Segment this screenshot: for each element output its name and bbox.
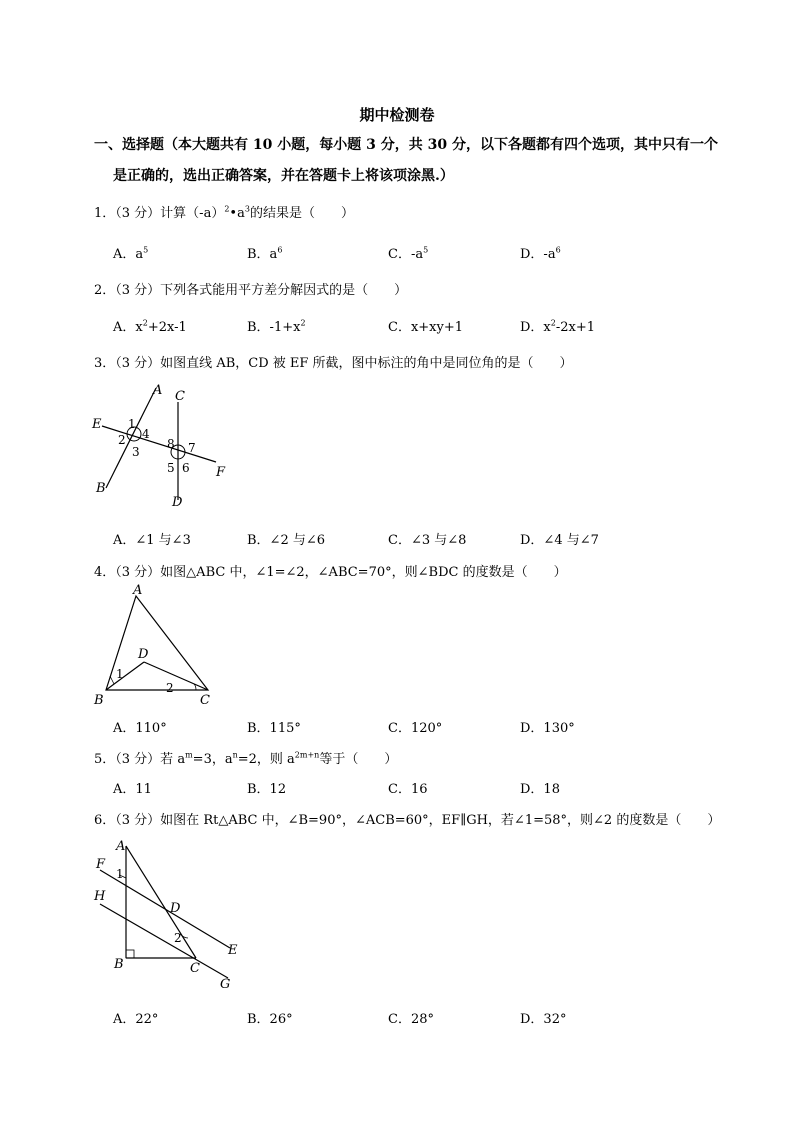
q3-option-b[interactable]: B．∠2 与∠6	[247, 533, 326, 548]
label-angle-1: 1	[116, 867, 124, 881]
option-sup: 6	[555, 245, 561, 255]
q6-option-d[interactable]: D．32°	[520, 1012, 567, 1027]
label-b: B	[94, 693, 104, 708]
q5-sup-a: m	[185, 750, 193, 760]
label-d: D	[170, 901, 181, 916]
q5-option-d[interactable]: D．18	[520, 782, 560, 797]
label-angle-7: 7	[188, 441, 196, 455]
q2-option-a[interactable]	[113, 316, 187, 335]
q5-sup-b: n	[232, 750, 238, 760]
option-sup: 6	[277, 245, 283, 255]
label-f: F	[96, 857, 106, 872]
option-sup: 2	[300, 318, 306, 328]
label-angle-1: 1	[116, 667, 124, 681]
label-h: H	[94, 889, 106, 904]
label-c: C	[190, 961, 200, 976]
question-6	[94, 809, 720, 828]
segment-dc	[144, 662, 208, 690]
question-3	[94, 352, 573, 371]
question-number: 6．	[94, 813, 116, 828]
q5-text-a: （3 分）若 a	[115, 752, 186, 767]
segment-bd	[106, 662, 144, 690]
section-header-line-2: 是正确的，选出正确答案，并在答题卡上将该项涂黑.）	[113, 168, 454, 184]
question-text: （3 分）下列各式能用平方差分解因式的是（ ）	[115, 283, 408, 298]
label-b: B	[96, 481, 106, 496]
label-e: E	[228, 943, 238, 958]
section-header-line-1: 一、选择题（本大题共有 10 小题，每小题 3 分，共 30 分，以下各题都有四个选项，其中只有一个	[94, 137, 718, 153]
q5-option-a[interactable]: A．11	[113, 782, 152, 797]
q1-text-b: •a	[229, 206, 245, 221]
q5-text-b: =3，a	[192, 752, 233, 767]
label-c: C	[200, 693, 210, 708]
option-label: D．x	[520, 320, 551, 335]
label-a: A	[116, 839, 126, 854]
q1-text-c: 的结果是（ ）	[249, 206, 354, 221]
label-a: A	[133, 583, 143, 598]
option-sup: 5	[423, 245, 429, 255]
q6-figure	[88, 834, 248, 994]
label-e: E	[92, 417, 102, 432]
label-angle-8: 8	[167, 437, 175, 451]
label-angle-5: 5	[167, 461, 175, 475]
question-5	[94, 748, 397, 767]
question-number: 3．	[94, 356, 116, 371]
label-d: D	[172, 495, 183, 510]
label-d: D	[138, 647, 149, 662]
label-angle-2: 2	[118, 433, 126, 447]
option-label: A．a	[113, 247, 144, 262]
label-f: F	[216, 465, 226, 480]
question-number: 2．	[94, 283, 116, 298]
question-2	[94, 279, 407, 298]
label-angle-2: 2	[166, 681, 174, 695]
q4-option-b[interactable]: B．115°	[247, 721, 301, 736]
q5-option-b[interactable]: B．12	[247, 782, 287, 797]
question-text: （3 分）如图在 Rt△ABC 中，∠B=90°，∠ACB=60°，EF∥GH，若∠1=58°，则∠2 的度数是（ ）	[115, 813, 721, 828]
question-number: 1．	[94, 206, 116, 221]
label-angle-6: 6	[182, 461, 190, 475]
q5-option-c[interactable]: C．16	[388, 782, 428, 797]
option-rest: +2x-1	[147, 320, 187, 335]
q4-option-c[interactable]: C．120°	[388, 721, 443, 736]
segment-ac	[126, 846, 196, 958]
question-number: 5．	[94, 752, 116, 767]
option-label: C．-a	[388, 247, 424, 262]
option-sup: 5	[143, 245, 149, 255]
label-angle-3: 3	[132, 445, 140, 459]
q1-sup-a: 2	[224, 204, 230, 214]
option-label: B．a	[247, 247, 278, 262]
q3-option-d[interactable]: D．∠4 与∠7	[520, 533, 599, 548]
label-angle-1: 1	[128, 417, 136, 431]
question-text: （3 分）如图△ABC 中，∠1=∠2，∠ABC=70°，则∠BDC 的度数是（ ）	[115, 565, 567, 580]
label-angle-4: 4	[142, 427, 150, 441]
question-1	[94, 202, 354, 221]
option-sup: 2	[550, 318, 556, 328]
right-angle-marker	[126, 950, 134, 958]
q4-option-a[interactable]: A．110°	[113, 721, 167, 736]
q1-option-b[interactable]	[247, 243, 282, 262]
q2-option-d[interactable]	[520, 316, 595, 335]
label-b: B	[114, 957, 124, 972]
q2-option-c[interactable]	[388, 316, 463, 335]
label-a: A	[153, 383, 163, 398]
q1-text-a: （3 分）计算（-a）	[115, 206, 225, 221]
q5-sup-c: 2m+n	[294, 750, 320, 760]
option-sup: 2	[142, 318, 148, 328]
q1-option-a[interactable]	[113, 243, 148, 262]
q1-option-c[interactable]	[388, 243, 428, 262]
label-angle-2: 2	[174, 931, 182, 945]
q6-option-b[interactable]: B．26°	[247, 1012, 293, 1027]
q6-option-a[interactable]: A．22°	[113, 1012, 159, 1027]
q1-option-d[interactable]	[520, 243, 561, 262]
q1-sup-b: 3	[244, 204, 250, 214]
q3-figure	[88, 382, 238, 512]
line-ef	[100, 870, 230, 948]
angle-arc-1	[110, 676, 114, 684]
question-text: （3 分）如图直线 AB，CD 被 EF 所截，图中标注的角中是同位角的是（ ）	[115, 356, 573, 371]
page-title: 期中检测卷	[359, 106, 435, 124]
label-g: G	[220, 977, 231, 992]
q4-figure	[88, 580, 218, 710]
option-label: B．-1+x	[247, 320, 301, 335]
question-number: 4．	[94, 565, 116, 580]
q5-text-d: 等于（ ）	[319, 752, 398, 767]
q4-option-d[interactable]: D．130°	[520, 721, 575, 736]
option-rest: -2x+1	[555, 320, 596, 335]
q5-text-c: =2，则 a	[237, 752, 295, 767]
label-c: C	[175, 389, 185, 404]
option-label: A．x	[113, 320, 143, 335]
question-4	[94, 561, 567, 580]
q6-option-c[interactable]: C．28°	[388, 1012, 434, 1027]
q3-option-c[interactable]: C．∠3 与∠8	[388, 533, 467, 548]
q2-option-b[interactable]	[247, 316, 306, 335]
option-label: C．x+xy+1	[388, 320, 464, 335]
option-label: D．-a	[520, 247, 556, 262]
q3-option-a[interactable]: A．∠1 与∠3	[113, 533, 191, 548]
